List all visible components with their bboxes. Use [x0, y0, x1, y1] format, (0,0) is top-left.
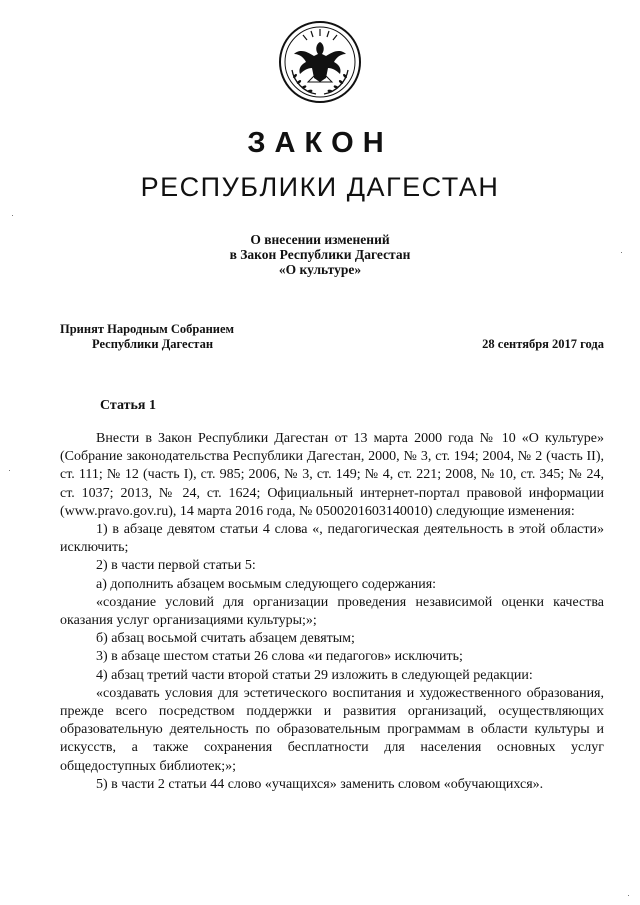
document-issuer-title: РЕСПУБЛИКИ ДАГЕСТАН — [140, 172, 500, 202]
subject-line: О внесении изменений — [250, 232, 390, 247]
adoption-line: Принят Народным Собранием — [60, 322, 235, 336]
article-paragraph: 4) абзац третий части второй статьи 29 изложить в следующей редакции: — [96, 667, 533, 683]
document-type-title: ЗАКОН — [247, 127, 393, 159]
scan-artifact — [12, 215, 13, 216]
article-paragraph: 3) в абзаце шестом статьи 26 слова «и педагогов» исключить; — [96, 649, 463, 665]
article-paragraph: 5) в части 2 статьи 44 слово «учащихся» заменить словом «обучающихся». — [96, 776, 544, 792]
adoption-date: 28 сентября 2017 года — [482, 337, 604, 351]
article-paragraph: «создавать условия для эстетического воспитания и художественного образования, прежде всего посредством поддержки и развития организаций, осуществляющих образовательную деятельность по образовательным программам в области культуры и искусств, а также сохранения бесплатности для населения основных услуг общедоступных библиотек;»; — [60, 685, 604, 774]
coat-of-arms-emblem — [278, 20, 362, 104]
article-heading: Статья 1 — [100, 398, 156, 413]
document-subject — [0, 232, 640, 277]
subject-line: «О культуре» — [278, 262, 362, 277]
scan-artifact — [621, 252, 622, 253]
scan-artifact — [628, 895, 629, 896]
subject-line: в Закон Республики Дагестан — [229, 247, 411, 262]
article-paragraph: б) абзац восьмой считать абзацем девятым; — [96, 631, 355, 647]
article-paragraph: 1) в абзаце девятом статьи 4 слова «, педагогическая деятельность в этой области» исключить; — [60, 522, 604, 556]
adoption-line: Республики Дагестан — [92, 337, 214, 351]
article-paragraph: 2) в части первой статьи 5: — [96, 558, 256, 574]
adoption-authority — [60, 322, 234, 352]
article-body — [60, 430, 604, 794]
article-paragraph: а) дополнить абзацем восьмым следующего содержания: — [96, 576, 437, 592]
scan-artifact — [9, 470, 10, 471]
article-paragraph: «создание условий для организации проведения независимой оценки качества оказания услуг организациями культуры;»; — [60, 594, 604, 629]
article-paragraph: Внести в Закон Республики Дагестан от 13 марта 2000 года № 10 «О культуре» (Собрание законодательства Республики Дагестан, 2000, № 3, ст. 194; 2004, № 2 (часть II), ст. 111; № 12 (часть I), ст. 985; 2006, № 3, ст. 149; № 4, ст. 221; 2008, № 10, ст. 345; № 24, ст. 1037; 2013, № 24, ст. 1624; Официальный интернет-портал правовой информации (www.pravo.gov.ru), 14 марта 2016 года, № 0500201603140010) следующие изменения: — [60, 431, 604, 519]
